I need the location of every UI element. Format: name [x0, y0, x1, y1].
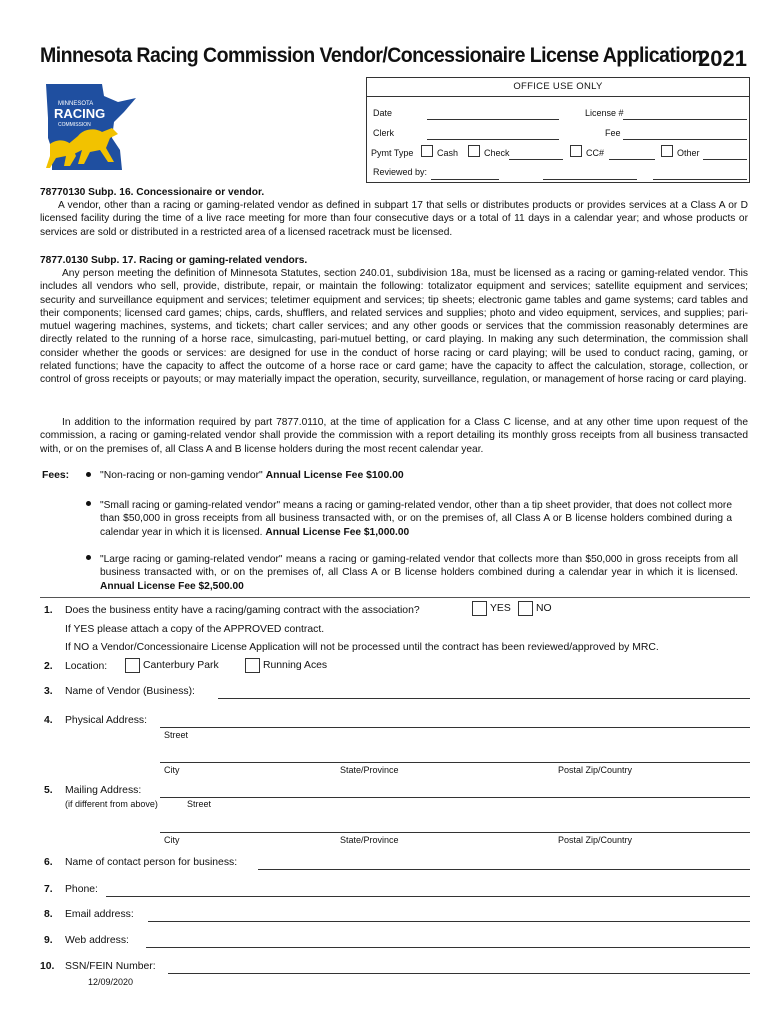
mailing-state-label: State/Province [340, 835, 399, 845]
q9-label: Web address: [65, 935, 129, 946]
running-aces-label: Running Aces [263, 660, 328, 671]
other-label: Other [677, 148, 700, 158]
q6-label: Name of contact person for business: [65, 857, 238, 868]
fee-2-text: "Small racing or gaming-related vendor" means a racing or gaming-related vendor, other than a tip sheet provider, that does not collect more than $50,000 in gross receipts from all business transacted with, or on the premises of, all Class A or B license holders combined during a calendar year in which it is licensed. [100, 500, 732, 538]
reviewed-by-field-2[interactable] [543, 179, 637, 180]
check-label: Check [484, 148, 510, 158]
cc-checkbox[interactable] [570, 145, 582, 157]
q7-number: 7. [44, 884, 53, 895]
cash-label: Cash [437, 148, 459, 158]
cc-label: CC# [586, 148, 605, 158]
contact-person-field[interactable] [258, 869, 750, 870]
fee-1-amount: Annual License Fee $100.00 [265, 470, 404, 481]
q3-label: Name of Vendor (Business): [65, 686, 195, 697]
q10-label: SSN/FEIN Number: [65, 961, 156, 972]
vendor-name-field[interactable] [218, 698, 750, 699]
q9-number: 9. [44, 935, 53, 946]
fee-3-text: "Large racing or gaming-related vendor" means a racing or gaming-related vendor that collects more than $50,000 in gross receipts from all business transacted with, or on the premises of, all Class A or B license holders combined during a calendar year in which it is licensed. [100, 554, 738, 579]
q1-no-checkbox[interactable] [518, 601, 533, 616]
physical-state-label: State/Province [340, 765, 399, 775]
email-field[interactable] [148, 921, 750, 922]
reviewed-by-label: Reviewed by: [373, 167, 428, 177]
check-checkbox[interactable] [468, 145, 480, 157]
q1-no-label: NO [536, 603, 552, 614]
mailing-city-state-zip-field[interactable] [160, 832, 750, 833]
fee-2-amount: Annual License Fee $1,000.00 [265, 526, 410, 538]
footer-date: 12/09/2020 [88, 977, 134, 987]
cc-number-field[interactable] [609, 159, 655, 160]
mailing-street-field[interactable] [160, 797, 750, 798]
q1-yes-note: If YES please attach a copy of the APPROVED contract. [65, 624, 325, 635]
mailing-city-label: City [164, 835, 180, 845]
other-field[interactable] [703, 159, 747, 160]
logo-text-2: RACING [54, 106, 106, 121]
logo-text-1: MINNESOTA [58, 101, 94, 107]
q10-number: 10. [40, 961, 55, 972]
clerk-field[interactable] [427, 139, 559, 140]
fee-2 [100, 499, 732, 539]
cash-checkbox[interactable] [421, 145, 433, 157]
mailing-postal-label: Postal Zip/Country [558, 835, 633, 845]
q8-number: 8. [44, 909, 53, 920]
web-address-field[interactable] [146, 947, 750, 948]
canterbury-park-label: Canterbury Park [143, 660, 219, 671]
fees-label: Fees: [42, 470, 70, 481]
minnesota-racing-logo-icon [40, 78, 136, 174]
q1-number: 1. [44, 605, 53, 616]
q8-label: Email address: [65, 909, 134, 920]
clerk-label: Clerk [373, 128, 395, 138]
q5-label: Mailing Address: [65, 785, 142, 796]
q4-label: Physical Address: [65, 715, 148, 726]
q5-number: 5. [44, 785, 53, 796]
phone-field[interactable] [106, 896, 750, 897]
form-year: 2021 [698, 46, 747, 71]
office-use-header: OFFICE USE ONLY [367, 78, 749, 97]
physical-city-state-zip-field[interactable] [160, 762, 750, 763]
fee-1 [100, 470, 404, 481]
other-checkbox[interactable] [661, 145, 673, 157]
canterbury-park-checkbox[interactable] [125, 658, 140, 673]
fee-field[interactable] [623, 139, 747, 140]
fee-3-amount: Annual License Fee $2,500.00 [100, 580, 244, 592]
running-aces-checkbox[interactable] [245, 658, 260, 673]
fee-label: Fee [605, 128, 621, 138]
subp16-text: A vendor, other than a racing or gaming-related vendor as defined in subpart 17 that sells or distributes products or provides services at a Class A or D licensed facility during the time of a live race meeting for more than four consecutive days or a total of 11 days in a calendar year; and whose products or services are sold or distributed in a restricted area of a licensed racetrack must be licensed. [40, 200, 748, 238]
logo-text-3: COMMISSION [58, 122, 91, 128]
q1-yes-label: YES [490, 603, 511, 614]
physical-street-field[interactable] [160, 727, 750, 728]
page-title: Minnesota Racing Commission Vendor/Concessionaire License Application [40, 44, 703, 67]
q1-label: Does the business entity have a racing/gaming contract with the association? [65, 605, 420, 616]
section-divider [40, 597, 750, 598]
reviewed-by-field-1[interactable] [431, 179, 499, 180]
q7-label: Phone: [65, 884, 98, 895]
physical-street-label: Street [164, 730, 189, 740]
reviewed-by-field-3[interactable] [653, 179, 747, 180]
bullet-icon [86, 501, 91, 506]
date-label: Date [373, 108, 393, 118]
bullet-icon [86, 472, 91, 477]
pymt-type-label: Pymt Type [371, 148, 414, 158]
q5-note: (if different from above) [65, 799, 158, 809]
license-label: License # [585, 108, 624, 118]
license-field[interactable] [623, 119, 747, 120]
office-use-box [366, 77, 750, 183]
check-number-field[interactable] [509, 159, 563, 160]
q2-number: 2. [44, 661, 53, 672]
q1-yes-checkbox[interactable] [472, 601, 487, 616]
fee-3 [100, 553, 738, 593]
q1-no-note: If NO a Vendor/Concessionaire License Application will not be processed until the contract has been reviewed/approved by MRC. [65, 642, 659, 653]
q2-label: Location: [65, 661, 108, 672]
mailing-street-label: Street [187, 799, 212, 809]
physical-city-label: City [164, 765, 180, 775]
fee-1-text: "Non-racing or non-gaming vendor" [100, 470, 263, 481]
subp16-heading: 78770130 Subp. 16. Concessionaire or vendor. [40, 187, 265, 198]
q4-number: 4. [44, 715, 53, 726]
date-field[interactable] [427, 119, 559, 120]
subp17-text2: In addition to the information required by part 7877.0110, at the time of application for a Class C license, and at any other time upon request of the commission, a racing or gaming-related vendor shall provide the commission with a report detailing its monthly gross receipts from all business transacted with, or on the premises of, all Class A and B license holders during the most recent calendar year. [40, 417, 748, 455]
q3-number: 3. [44, 686, 53, 697]
subp17-text: Any person meeting the definition of Minnesota Statutes, section 240.01, subdivision 18a, must be licensed as a racing or gaming-related vendor. This includes all vendors who sell, provide, distribute, repair, or maintain the following: totalizator equipment and services; satellite equipment and services; security and surveillance equipment and services; teletimer equipment and services; tip sheets; electronic game tables and game systems; card tables and their components; licensed card games; chips, cards, shufflers, and related services and supplies; photo and video equipment, services, and supplies; pari-mutuel wagering machines, systems, and tickets; chart caller services; and any other goods or services that the commission reasonably determines are directly related to the running of a horse race, simulcasting, pari-mutuel betting, or card playing. In making any such determination, the commission shall consider whether the goods or services: are designed for use in the conduct of horse racing or card playing; will be used to conduct racing, gaming, or related functions; have the capacity to affect the outcome of a horse race or card game; have the capacity to affect the calculation, storage, collection, or control of gross receipts or payouts; or may materially impact the operation, security, surveillance, regulation, or management of horse racing or card playing. [40, 268, 748, 386]
ssn-fein-field[interactable] [168, 973, 750, 974]
subp17-heading: 7877.0130 Subp. 17. Racing or gaming-related vendors. [40, 255, 308, 266]
q6-number: 6. [44, 857, 53, 868]
physical-postal-label: Postal Zip/Country [558, 765, 633, 775]
bullet-icon [86, 555, 91, 560]
